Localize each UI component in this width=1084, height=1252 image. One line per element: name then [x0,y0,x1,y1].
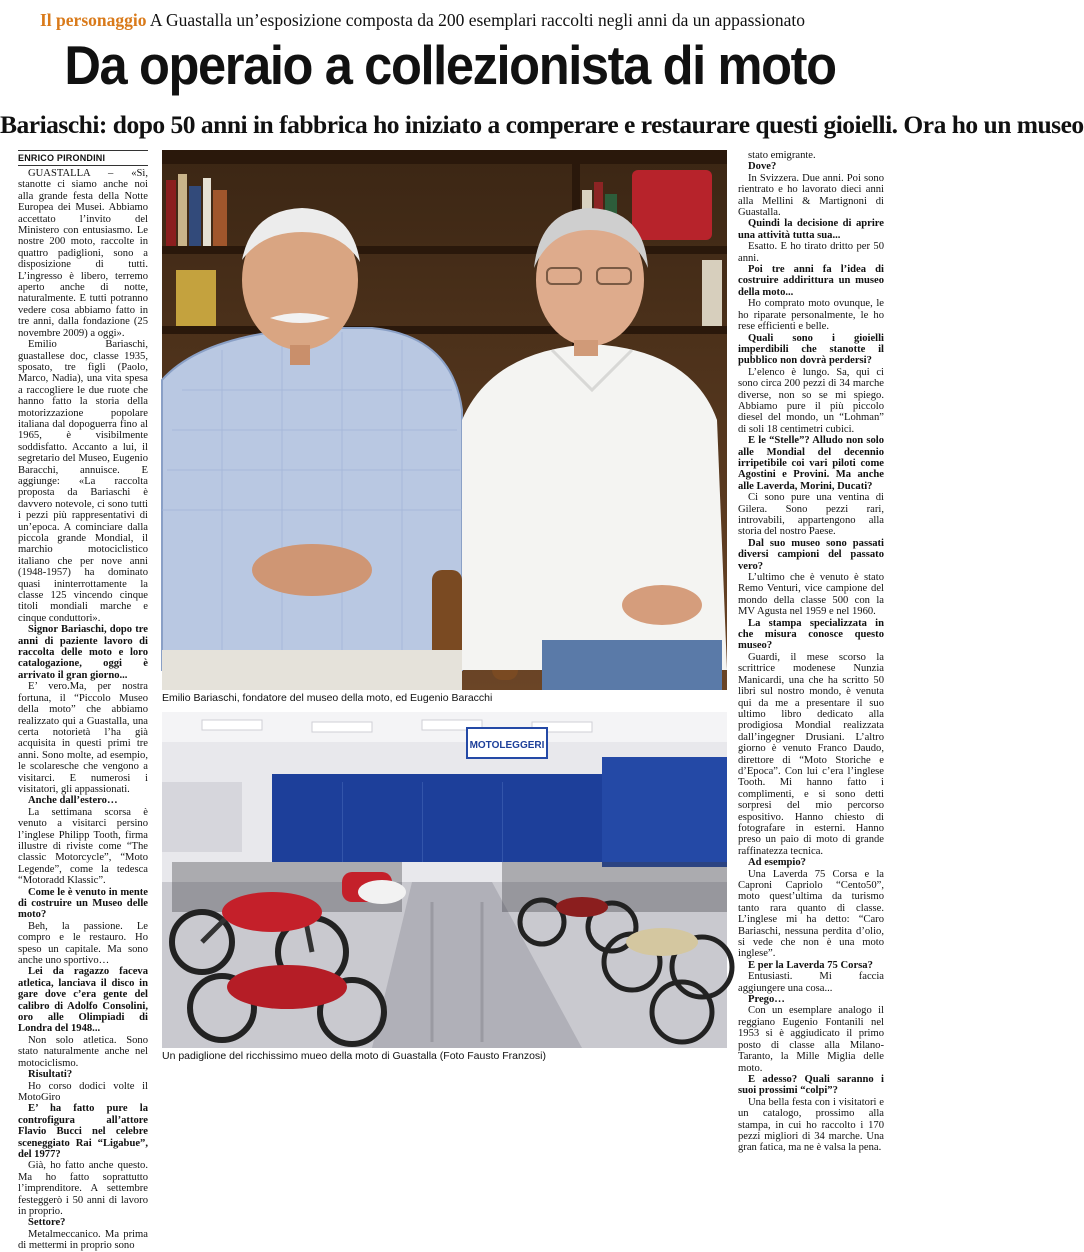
article-column-2 [738,150,884,1154]
portrait-photo [162,150,727,690]
paragraph: GUASTALLA – «Sì, stanotte ci siamo anche noi alla grande festa della Notte Europea dei Musei. Abbiamo accettato l’invito del Ministero con entusiasmo. Le nostre 200 moto, raccolte in quattro padiglioni, sono a disposizione di tutti. L’ingresso è libero, terremo aperto anche di notte, naturalmente. E tutti potranno vedere cosa abbiamo fatto in tre anni, dalla fondazione (25 novembre 2009) a oggi». [18,168,148,339]
paragraph: Già, ho fatto anche questo. Ma ho fatto soprattutto l’imprenditore. A settembre festeggerò i 50 anni di lavoro in proprio. [18,1160,148,1217]
interview-question: E per la Laverda 75 Corsa? [748,959,873,971]
interview-question: Dove? [748,161,777,173]
portrait-illustration [162,150,727,690]
interview-question: E adesso? Quali saranno i suoi prossimi “colpi”? [738,1073,884,1097]
paragraph: Con un esemplare analogo il reggiano Eugenio Fontanili nel 1953 si è aggiudicato il primo posto di classe alla Milano-Taranto, la Mille Miglia delle moto. [738,1005,884,1074]
paragraph: L’ultimo che è venuto è stato Remo Venturi, vice campione del mondo della classe 500 con la MV Agusta nel 1959 e nel 1960. [738,572,884,618]
interview-question: Signor Bariaschi, dopo tre anni di paziente lavoro di raccolta delle moto e loro catalogazione, oggi è arrivato il gran giorno... [18,624,148,681]
article-column-1 [18,168,148,1252]
portrait-caption: Emilio Bariaschi, fondatore del museo della moto, ed Eugenio Baracchi [162,692,493,704]
byline: ENRICO PIRONDINI [18,150,148,166]
interview-question: Poi tre anni fa l’idea di costruire addirittura un museo della moto... [738,264,884,298]
paragraph: L’elenco è lungo. Sa, qui ci sono circa 200 pezzi di 34 marche diverse, non so se mi spiego. Abbiamo pure il più piccolo diesel del mondo, un “Lohman” di soli 18 centimetri cubici. [738,366,884,435]
paragraph: Esatto. E ho tirato dritto per 50 anni. [738,241,884,264]
paragraph: Una Laverda 75 Corsa e la Caproni Capriolo “Cento50”, moto quest’ultima da turismo tanto rara quanto di classe. L’inglese mi ha detto: “Caro Bariaschi, nessuna perdita d’olio, si vede che non è una moto inglese”. [738,868,884,960]
interview-question: Lei da ragazzo faceva atletica, lanciava il disco in gare dove c’era gente del calibro di Adolfo Consolini, oro alle Olimpiadi di Londra del 1948... [18,966,148,1035]
paragraph: Entusiasti. Mi faccia aggiungere una cosa... [738,971,884,994]
museum-photo [162,712,727,1048]
headline: Da operaio a collezionista di moto [64,34,836,96]
paragraph: Non solo atletica. Sono stato naturalmente anche nel motociclismo. [18,1034,148,1069]
paragraph: stato emigrante. [748,150,816,161]
interview-question: Quindi la decisione di aprire una attività tutta sua... [738,218,884,241]
paragraph: Emilio Bariaschi, guastallese doc, classe 1935, sposato, tre figli (Paolo, Marco, Nadia), una vita spesa a raccogliere le due ruote che hanno fatto la storia della motorizzazione popolare italiana dal dopoguerra fino al 1965, è visibilmente soddisfatto. Accanto a lui, il segretario del Museo, Eugenio Baracchi, annuisce. E aggiunge: «La raccolta proposta da Bariaschi è davvero notevole, ci sono tutti i pezzi più rappresentativi di un’epoca. A cominciare dalla piccola grande Mondial, il marchio motociclistico italiano che per nove anni (1948-1957) ha dominato quasi ininterrottamente la classe 125 vincendo cinque titoli mondiali marche e cinque conduttori». [18,339,148,624]
paragraph: Ho comprato moto ovunque, le ho riparate personalmente, le ho rese efficienti e belle. [738,298,884,333]
kicker [40,10,870,31]
interview-question: La stampa specializzata in che misura conosce questo museo? [738,617,884,652]
museum-illustration [162,712,727,1048]
museum-caption: Un padiglione del ricchissimo mueo della moto di Guastalla (Foto Fausto Franzosi) [162,1050,547,1062]
interview-question: E le “Stelle”? Alludo non solo alle Mondial del decennio irripetibile coi vari piloti come Agostini e Provini. Ma anche alle Laverda, Morini, Ducati? [738,435,884,492]
interview-question: Anche dall’estero… [28,795,118,807]
kicker-text: A Guastalla un’esposizione composta da 200 esemplari raccolti negli anni da un appassionato [149,10,806,30]
paragraph: Ho corso dodici volte il MotoGiro [18,1080,148,1103]
museum-banner: MOTOLEGGERI [469,740,545,751]
interview-question: Dal suo museo sono passati diversi campioni del passato vero? [738,537,884,572]
interview-question: Come le è venuto in mente di costruire un Museo delle moto? [18,886,148,921]
paragraph: Beh, la passione. Le compro e le restauro. Ho speso un capitale. Ma sono anche uno sportivo… [18,920,148,967]
interview-question: Prego… [748,994,785,1006]
kicker-tag: Il personaggio [40,10,147,30]
interview-question: Quali sono i gioielli imperdibili che stanotte il pubblico non dovrà perdersi? [738,332,884,367]
interview-question: E’ ha fatto pure la controfigura all’attore Flavio Bucci nel celebre sceneggiato Rai “Ligabue”, del 1977? [18,1103,148,1160]
paragraph: Una bella festa con i visitatori e un catalogo, prossimo alla stampa, in cui ho raccolto i 170 pezzi migliori di 34 marche. Una gran fatica, ma ne è valsa la pena. [738,1096,884,1154]
paragraph: Ci sono pure una ventina di Gilera. Sono pezzi rari, introvabili, appartengono alla storia del nostro Paese. [738,492,884,538]
interview-question: Settore? [28,1217,66,1229]
paragraph: La settimana scorsa è venuto a visitarci persino l’inglese Philipp Tooth, firma illustre di riviste come “The classic Motorcycle”, “Moto Legende”, come la tedesca “Motoradd Klassic”. [18,806,148,887]
subhead: Bariaschi: dopo 50 anni in fabbrica ho iniziato a comperare e restaurare questi gioielli. Ora ho un museo [0,110,1084,139]
interview-question: Ad esempio? [748,857,806,869]
paragraph: Guardi, il mese scorso la scrittrice modenese Nunzia Manicardi, una che ha scritto 50 libri sul nostro mondo, è venuta qui da me a presentare il suo ultimo libro dedicato alla prodigiosa Mondial realizzata dall’ingegner Drusiani. L’altro giorno è venuto Franco Daudo, direttore di “Moto Storiche e d’Epoca”. Con lui c’era l’inglese Tooth. Mi hanno fatto i complimenti, e si sono detti sorpresi del mio percorso espositivo. Hanno chiesto di fotografare in esterni. Hanno preso un paio di moto di grande raffinatezza tecnica. [738,651,884,857]
paragraph: In Svizzera. Due anni. Poi sono rientrato e ho lavorato dieci anni alla Mellini & Martignoni di Guastalla. [738,172,884,219]
interview-question: Risultati? [28,1069,73,1081]
paragraph: E’ vero.Ma, per nostra fortuna, il “Piccolo Museo della moto” che abbiamo realizzato qui a Guastalla, una certa notorietà l’ha già acquisita in questi primi tre anni. Sono molte, ad esempio, le scolaresche che vengono a visitarci. E numerosi i visitatori, gli appassionati. [18,681,148,795]
paragraph: Metalmeccanico. Ma prima di mettermi in proprio sono [18,1228,148,1252]
